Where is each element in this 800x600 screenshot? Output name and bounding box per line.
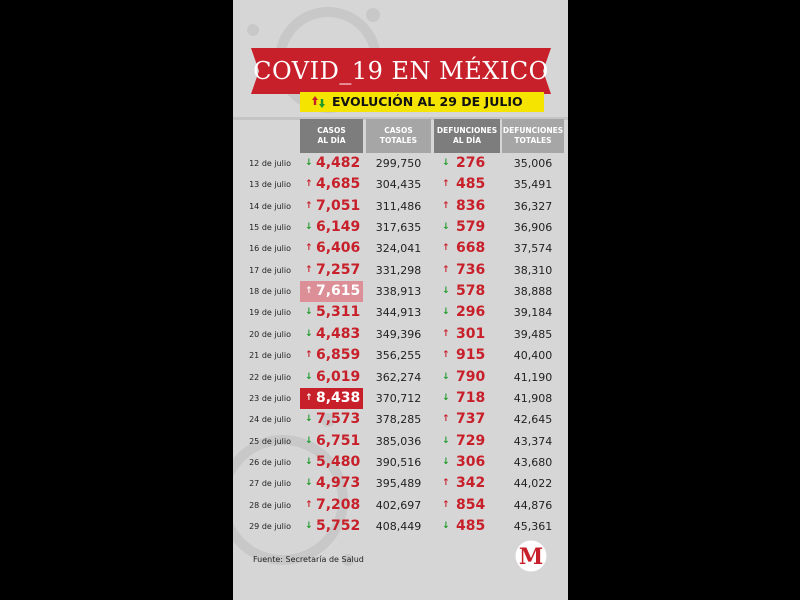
defunciones-al-dia-cell [434, 345, 500, 366]
casos-al-dia-value: 6,019 [316, 368, 361, 385]
arrow-down-icon: ↓ [305, 414, 313, 425]
defunciones-totales-cell: 35,491 [513, 178, 553, 192]
header-casos-totales [366, 119, 431, 153]
header-casos-al-dia [300, 119, 363, 153]
defunciones-totales-cell: 41,908 [513, 391, 553, 405]
defunciones-totales-cell: 38,310 [513, 263, 553, 277]
row-date: 14 de julio [249, 201, 291, 211]
casos-al-dia-cell [300, 302, 363, 323]
table-row [233, 281, 568, 302]
defunciones-al-dia-value: 301 [456, 325, 486, 342]
header-line: AL DÍA [317, 136, 346, 145]
defunciones-al-dia-value: 485 [456, 517, 486, 534]
defunciones-al-dia-value: 737 [456, 411, 486, 428]
defunciones-al-dia-value: 296 [456, 304, 486, 321]
defunciones-totales-cell: 35,006 [513, 157, 553, 170]
defunciones-al-dia-cell [434, 473, 500, 494]
arrow-down-icon: ↓ [442, 158, 450, 168]
casos-totales-cell: 362,274 [375, 370, 422, 384]
defunciones-al-dia-value: 306 [456, 453, 486, 470]
arrow-down-icon: ↓ [442, 392, 450, 403]
defunciones-al-dia-value: 836 [456, 197, 486, 214]
casos-al-dia-cell [300, 452, 363, 473]
defunciones-totales-cell: 37,574 [513, 242, 553, 256]
casos-al-dia-cell [300, 324, 363, 345]
casos-totales-cell: 324,041 [375, 242, 422, 256]
defunciones-totales-cell: 36,906 [513, 221, 553, 235]
defunciones-al-dia-cell [434, 260, 500, 281]
defunciones-totales-cell: 45,361 [513, 519, 553, 533]
arrow-down-icon: ↓ [305, 222, 313, 233]
title-banner-text-wrap [251, 48, 551, 94]
defunciones-totales-cell: 39,485 [513, 327, 553, 341]
row-date: 23 de julio [249, 393, 291, 403]
arrow-up-icon: ↑ [305, 243, 313, 254]
casos-al-dia-value: 4,973 [316, 475, 361, 492]
defunciones-totales-cell: 39,184 [513, 306, 553, 320]
casos-al-dia-cell [300, 495, 363, 516]
casos-al-dia-cell [300, 367, 363, 388]
table-row [233, 174, 568, 195]
arrow-down-icon: ↓ [442, 435, 450, 446]
casos-al-dia-cell [300, 174, 363, 195]
header-line: CASOS [384, 126, 413, 135]
table-row [233, 324, 568, 345]
defunciones-al-dia-value: 736 [456, 261, 486, 278]
row-date: 19 de julio [249, 308, 291, 318]
casos-al-dia-cell [300, 260, 363, 281]
defunciones-al-dia-cell [434, 452, 500, 473]
arrow-down-icon: ↓ [305, 158, 313, 168]
casos-al-dia-cell [300, 431, 363, 452]
casos-al-dia-value: 5,752 [316, 517, 361, 534]
defunciones-al-dia-cell [434, 367, 500, 388]
arrow-down-icon: ↓ [442, 456, 450, 467]
arrow-down-icon: ↓ [305, 520, 313, 531]
casos-al-dia-value: 4,685 [316, 176, 361, 193]
casos-al-dia-value: 7,208 [316, 496, 361, 513]
casos-al-dia-value: 7,051 [316, 197, 361, 214]
casos-totales-cell: 390,516 [375, 455, 422, 469]
subtitle-bar [300, 92, 544, 112]
defunciones-al-dia-value: 485 [456, 176, 486, 193]
defunciones-al-dia-cell [434, 196, 500, 217]
arrow-down-icon: ↓ [442, 520, 450, 531]
arrow-up-icon: ↑ [305, 264, 313, 275]
row-date: 22 de julio [249, 372, 291, 382]
defunciones-al-dia-cell [434, 495, 500, 516]
defunciones-al-dia-value: 342 [456, 475, 486, 492]
casos-al-dia-cell [300, 473, 363, 494]
arrow-up-icon: ↑ [442, 200, 450, 211]
defunciones-al-dia-value: 915 [456, 347, 486, 364]
arrow-down-icon: ↓ [442, 307, 450, 318]
arrow-up-icon: ↑ [442, 478, 450, 489]
casos-totales-cell: 402,697 [375, 498, 422, 512]
defunciones-al-dia-cell [434, 281, 500, 302]
casos-al-dia-value: 6,406 [316, 240, 361, 257]
casos-al-dia-cell [300, 238, 363, 259]
arrow-up-icon: ↑ [442, 328, 450, 339]
table-row [233, 196, 568, 217]
table-row [233, 516, 568, 537]
casos-al-dia-value: 6,149 [316, 219, 361, 236]
defunciones-totales-cell: 43,680 [513, 455, 553, 469]
infographic-card [233, 0, 568, 600]
defunciones-al-dia-cell [434, 431, 500, 452]
casos-totales-cell: 311,486 [375, 199, 422, 213]
row-date: 28 de julio [249, 500, 291, 510]
defunciones-totales-cell: 40,400 [513, 349, 553, 363]
defunciones-al-dia-value: 276 [456, 155, 486, 171]
defunciones-al-dia-cell [434, 153, 500, 174]
casos-al-dia-cell [300, 196, 363, 217]
defunciones-al-dia-value: 718 [456, 389, 486, 406]
up-down-arrows-icon [312, 95, 326, 109]
table-row [233, 473, 568, 494]
defunciones-totales-cell: 44,022 [513, 477, 553, 491]
row-date: 15 de julio [249, 223, 291, 233]
table-row [233, 495, 568, 516]
page-title: COVID_19 EN MÉXICO [253, 57, 549, 85]
casos-al-dia-cell [300, 217, 363, 238]
defunciones-al-dia-cell [434, 238, 500, 259]
casos-al-dia-cell [300, 345, 363, 366]
arrow-up-icon: ↑ [442, 350, 450, 361]
defunciones-al-dia-cell [434, 409, 500, 430]
casos-totales-cell: 378,285 [375, 413, 422, 427]
table-row [233, 431, 568, 452]
casos-al-dia-value: 5,480 [316, 453, 361, 470]
casos-totales-cell: 356,255 [375, 349, 422, 363]
row-date: 25 de julio [249, 436, 291, 446]
header-line: TOTALES [514, 136, 552, 145]
casos-al-dia-value: 6,751 [316, 432, 361, 449]
defunciones-al-dia-value: 578 [456, 283, 486, 300]
arrow-down-icon: ↓ [442, 371, 450, 382]
row-date: 17 de julio [249, 265, 291, 275]
arrow-down-icon: ↓ [305, 371, 313, 382]
table-row [233, 153, 568, 174]
header-line: AL DÍA [452, 136, 481, 145]
casos-al-dia-cell [300, 153, 363, 174]
casos-al-dia-value: 6,859 [316, 347, 361, 364]
header-line: CASOS [317, 126, 346, 135]
row-date: 27 de julio [249, 479, 291, 489]
arrow-down-icon: ↓ [305, 307, 313, 318]
casos-al-dia-value: 4,482 [316, 155, 361, 171]
source-note: Fuente: Secretaría de Salud [253, 555, 364, 564]
arrow-down-icon: ↓ [305, 478, 313, 489]
table-row [233, 238, 568, 259]
table-row [233, 217, 568, 238]
defunciones-totales-cell: 38,888 [513, 285, 553, 299]
header-line: DEFUNCIONES [436, 126, 498, 135]
casos-totales-cell: 385,036 [375, 434, 422, 448]
arrow-up-icon: ↑ [305, 350, 313, 361]
arrow-up-icon: ↑ [442, 179, 450, 190]
casos-totales-cell: 349,396 [375, 327, 422, 341]
row-date: 16 de julio [249, 244, 291, 254]
casos-totales-cell: 408,449 [375, 519, 422, 533]
casos-totales-cell: 338,913 [375, 285, 422, 299]
row-date: 29 de julio [249, 521, 291, 531]
defunciones-al-dia-value: 790 [456, 368, 486, 385]
table-row [233, 388, 568, 409]
casos-al-dia-cell [300, 281, 363, 302]
casos-al-dia-value: 5,311 [316, 304, 361, 321]
arrow-down-icon: ↓ [442, 222, 450, 233]
table-row [233, 260, 568, 281]
arrow-down-icon: ↓ [305, 328, 313, 339]
defunciones-al-dia-cell [434, 174, 500, 195]
arrow-down-icon: ↓ [442, 286, 450, 297]
row-date: 20 de julio [249, 329, 291, 339]
row-date: 24 de julio [249, 415, 291, 425]
header-defunciones-totales [502, 119, 564, 153]
arrow-up-icon: ↑ [442, 264, 450, 275]
defunciones-totales-cell: 41,190 [513, 370, 553, 384]
arrow-up-icon: ↑ [442, 414, 450, 425]
casos-totales-cell: 331,298 [375, 263, 422, 277]
defunciones-totales-cell: 44,876 [513, 498, 553, 512]
defunciones-al-dia-cell [434, 217, 500, 238]
casos-totales-cell: 299,750 [375, 157, 422, 170]
defunciones-al-dia-cell [434, 302, 500, 323]
arrow-up-icon: ↑ [442, 243, 450, 254]
casos-al-dia-cell [300, 516, 363, 537]
arrow-up-icon: ↑ [305, 392, 313, 403]
header-line: DEFUNCIONES [502, 126, 564, 135]
casos-al-dia-value: 8,438 [316, 389, 361, 406]
arrow-down-icon: ↓ [305, 456, 313, 467]
defunciones-al-dia-value: 854 [456, 496, 486, 513]
defunciones-al-dia-cell [434, 324, 500, 345]
subtitle: EVOLUCIÓN AL 29 DE JULIO [332, 94, 523, 109]
defunciones-al-dia-cell [434, 388, 500, 409]
casos-al-dia-value: 7,257 [316, 261, 361, 278]
arrow-up-icon: ↑ [305, 179, 313, 190]
arrow-up-icon: ↑ [305, 499, 313, 510]
defunciones-totales-cell: 43,374 [513, 434, 553, 448]
casos-al-dia-value: 4,483 [316, 325, 361, 342]
row-date: 26 de julio [249, 457, 291, 467]
defunciones-totales-cell: 42,645 [513, 413, 553, 427]
table-row [233, 367, 568, 388]
defunciones-al-dia-value: 579 [456, 219, 486, 236]
casos-al-dia-cell [300, 388, 363, 409]
casos-totales-cell: 395,489 [375, 477, 422, 491]
casos-al-dia-value: 7,573 [316, 411, 361, 428]
header-defunciones-al-dia [434, 119, 500, 153]
table-row [233, 302, 568, 323]
casos-totales-cell: 317,635 [375, 221, 422, 235]
casos-totales-cell: 344,913 [375, 306, 422, 320]
table-row [233, 452, 568, 473]
row-date: 18 de julio [249, 287, 291, 297]
table-row [233, 409, 568, 430]
milenio-logo [515, 540, 547, 572]
arrow-down-icon: ↓ [305, 435, 313, 446]
defunciones-al-dia-cell [434, 516, 500, 537]
row-date: 13 de julio [249, 180, 291, 190]
casos-totales-cell: 370,712 [375, 391, 422, 405]
row-date: 12 de julio [249, 159, 291, 168]
row-date: 21 de julio [249, 351, 291, 361]
table-row [233, 345, 568, 366]
arrow-up-icon: ↑ [305, 286, 313, 297]
casos-totales-cell: 304,435 [375, 178, 422, 192]
defunciones-al-dia-value: 729 [456, 432, 486, 449]
casos-al-dia-value: 7,615 [316, 283, 361, 300]
logo-letter: M [518, 544, 544, 570]
defunciones-totales-cell: 36,327 [513, 199, 553, 213]
arrow-up-icon: ↑ [305, 200, 313, 211]
defunciones-al-dia-value: 668 [456, 240, 486, 257]
casos-al-dia-cell [300, 409, 363, 430]
arrow-up-icon: ↑ [442, 499, 450, 510]
header-line: TOTALES [379, 136, 418, 145]
